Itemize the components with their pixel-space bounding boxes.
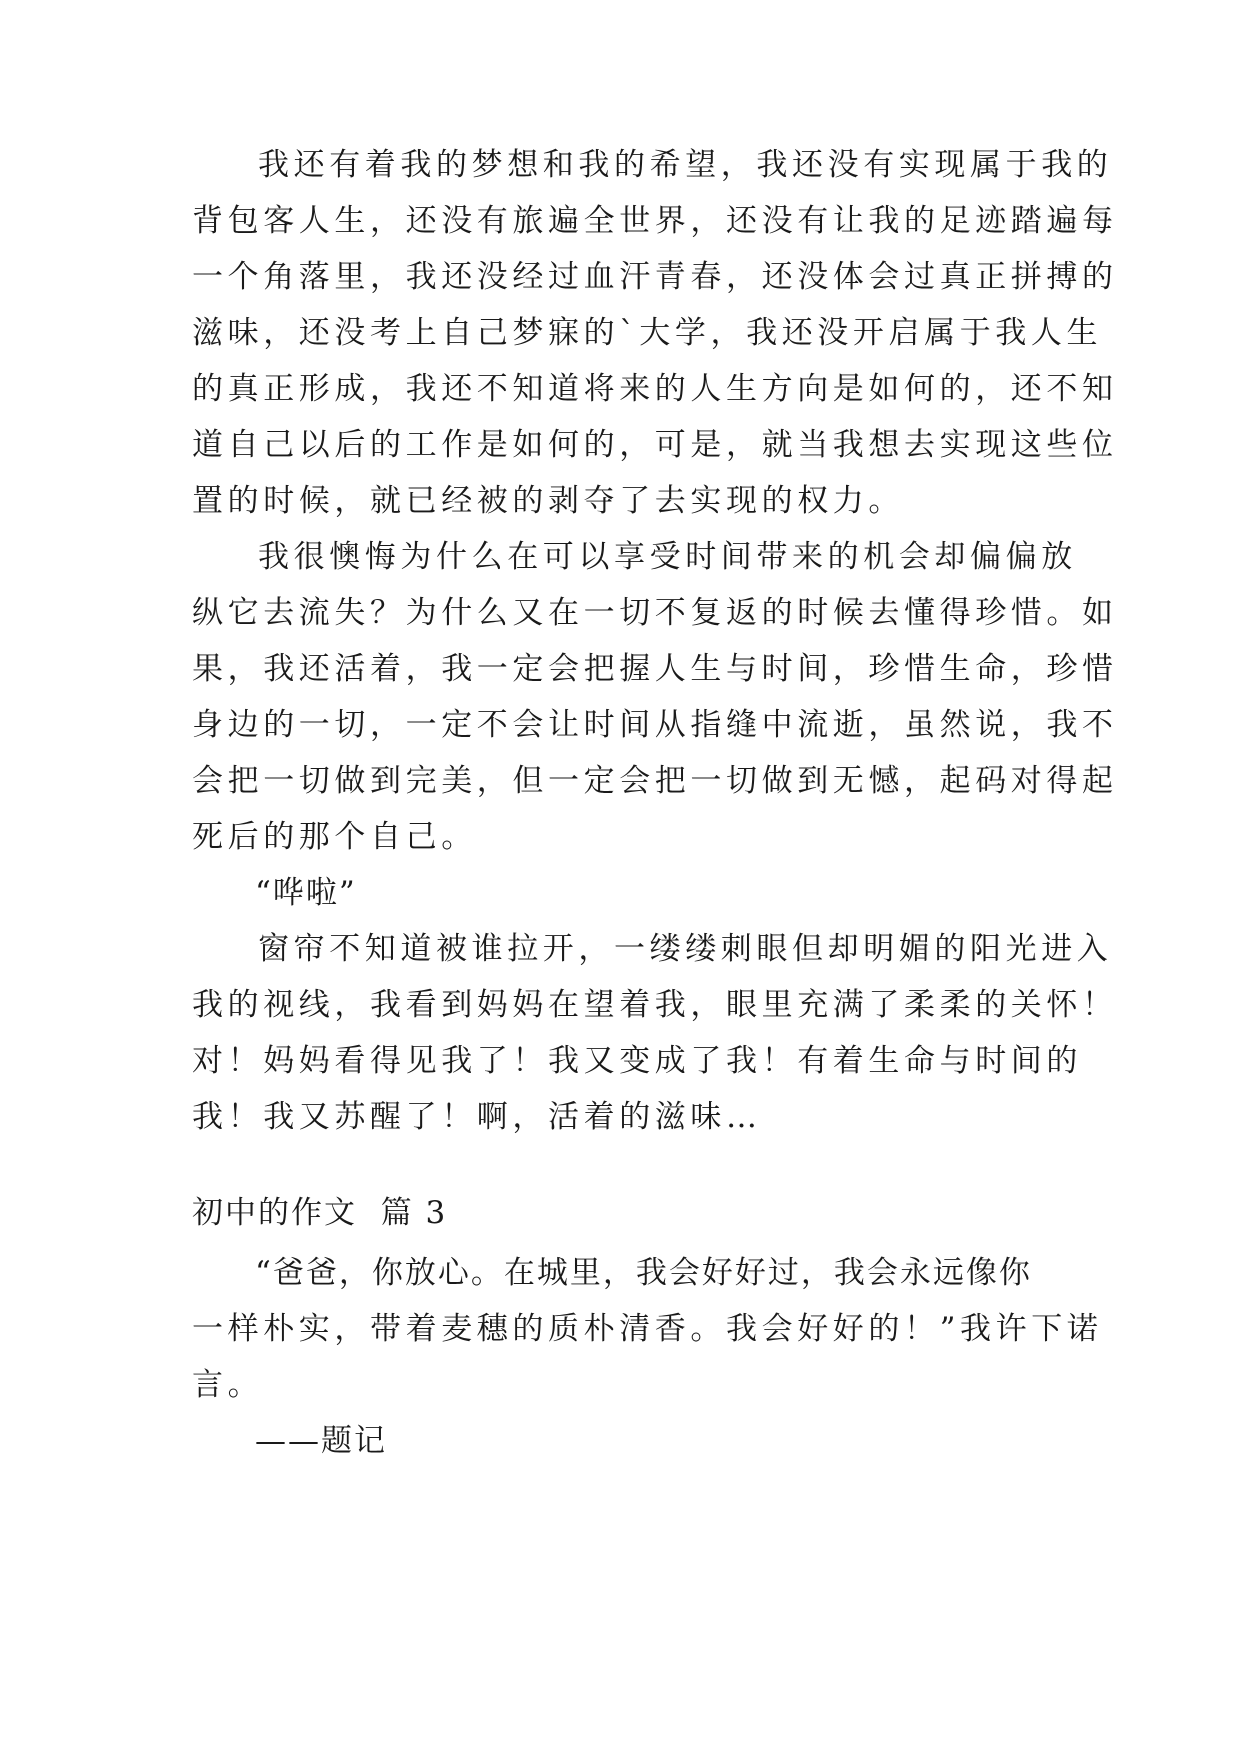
paragraph-4-line-2: 我的视线，我看到妈妈在望着我，眼里充满了柔柔的关怀！ — [192, 987, 1118, 1023]
section-heading: 初中的作文 篇 3 — [192, 1195, 448, 1231]
paragraph-2-line-5: 会把一切做到完美，但一定会把一切做到无憾，起码对得起 — [192, 763, 1118, 799]
paragraph-1-line-4: 滋味，还没考上自己梦寐的`大学，我还没开启属于我人生 — [192, 315, 1103, 351]
paragraph-1-line-3: 一个角落里，我还没经过血汗青春，还没体会过真正拼搏的 — [192, 259, 1118, 295]
paragraph-1-line-5: 的真正形成，我还不知道将来的人生方向是如何的，还不知 — [192, 371, 1118, 407]
paragraph-4-line-4: 我！我又苏醒了！啊，活着的滋味… — [192, 1099, 762, 1135]
paragraph-1-line-7: 置的时候，就已经被的剥夺了去实现的权力。 — [192, 483, 904, 519]
paragraph-2-line-4: 身边的一切，一定不会让时间从指缝中流逝，虽然说，我不 — [192, 707, 1118, 743]
paragraph-1-line-6: 道自己以后的工作是如何的，可是，就当我想去实现这些位 — [192, 427, 1118, 463]
paragraph-2-line-6: 死后的那个自己。 — [192, 819, 477, 855]
paragraph-2-line-1: 我很懊悔为什么在可以享受时间带来的机会却偏偏放 — [258, 539, 1077, 575]
paragraph-4-line-3: 对！妈妈看得见我了！我又变成了我！有着生命与时间的 — [192, 1043, 1082, 1079]
paragraph-4-line-1: 窗帘不知道被谁拉开，一缕缕刺眼但却明媚的阳光进入 — [258, 931, 1113, 967]
epigraph: ——题记 — [255, 1423, 387, 1459]
paragraph-2-line-2: 纵它去流失？为什么又在一切不复返的时候去懂得珍惜。如 — [192, 595, 1118, 631]
paragraph-5-line-1: “爸爸，你放心。在城里，我会好好过，我会永远像你 — [255, 1255, 1032, 1291]
paragraph-2-line-3: 果，我还活着，我一定会把握人生与时间，珍惜生命，珍惜 — [192, 651, 1118, 687]
paragraph-3-line-1: “哗啦” — [255, 875, 357, 911]
paragraph-1-line-1: 我还有着我的梦想和我的希望，我还没有实现属于我的 — [258, 147, 1113, 183]
paragraph-5-line-2: 一样朴实，带着麦穗的质朴清香。我会好好的！”我许下诺 — [192, 1311, 1103, 1347]
paragraph-1-line-2: 背包客人生，还没有旅遍全世界，还没有让我的足迹踏遍每 — [192, 203, 1118, 239]
paragraph-5-line-3: 言。 — [192, 1367, 264, 1403]
